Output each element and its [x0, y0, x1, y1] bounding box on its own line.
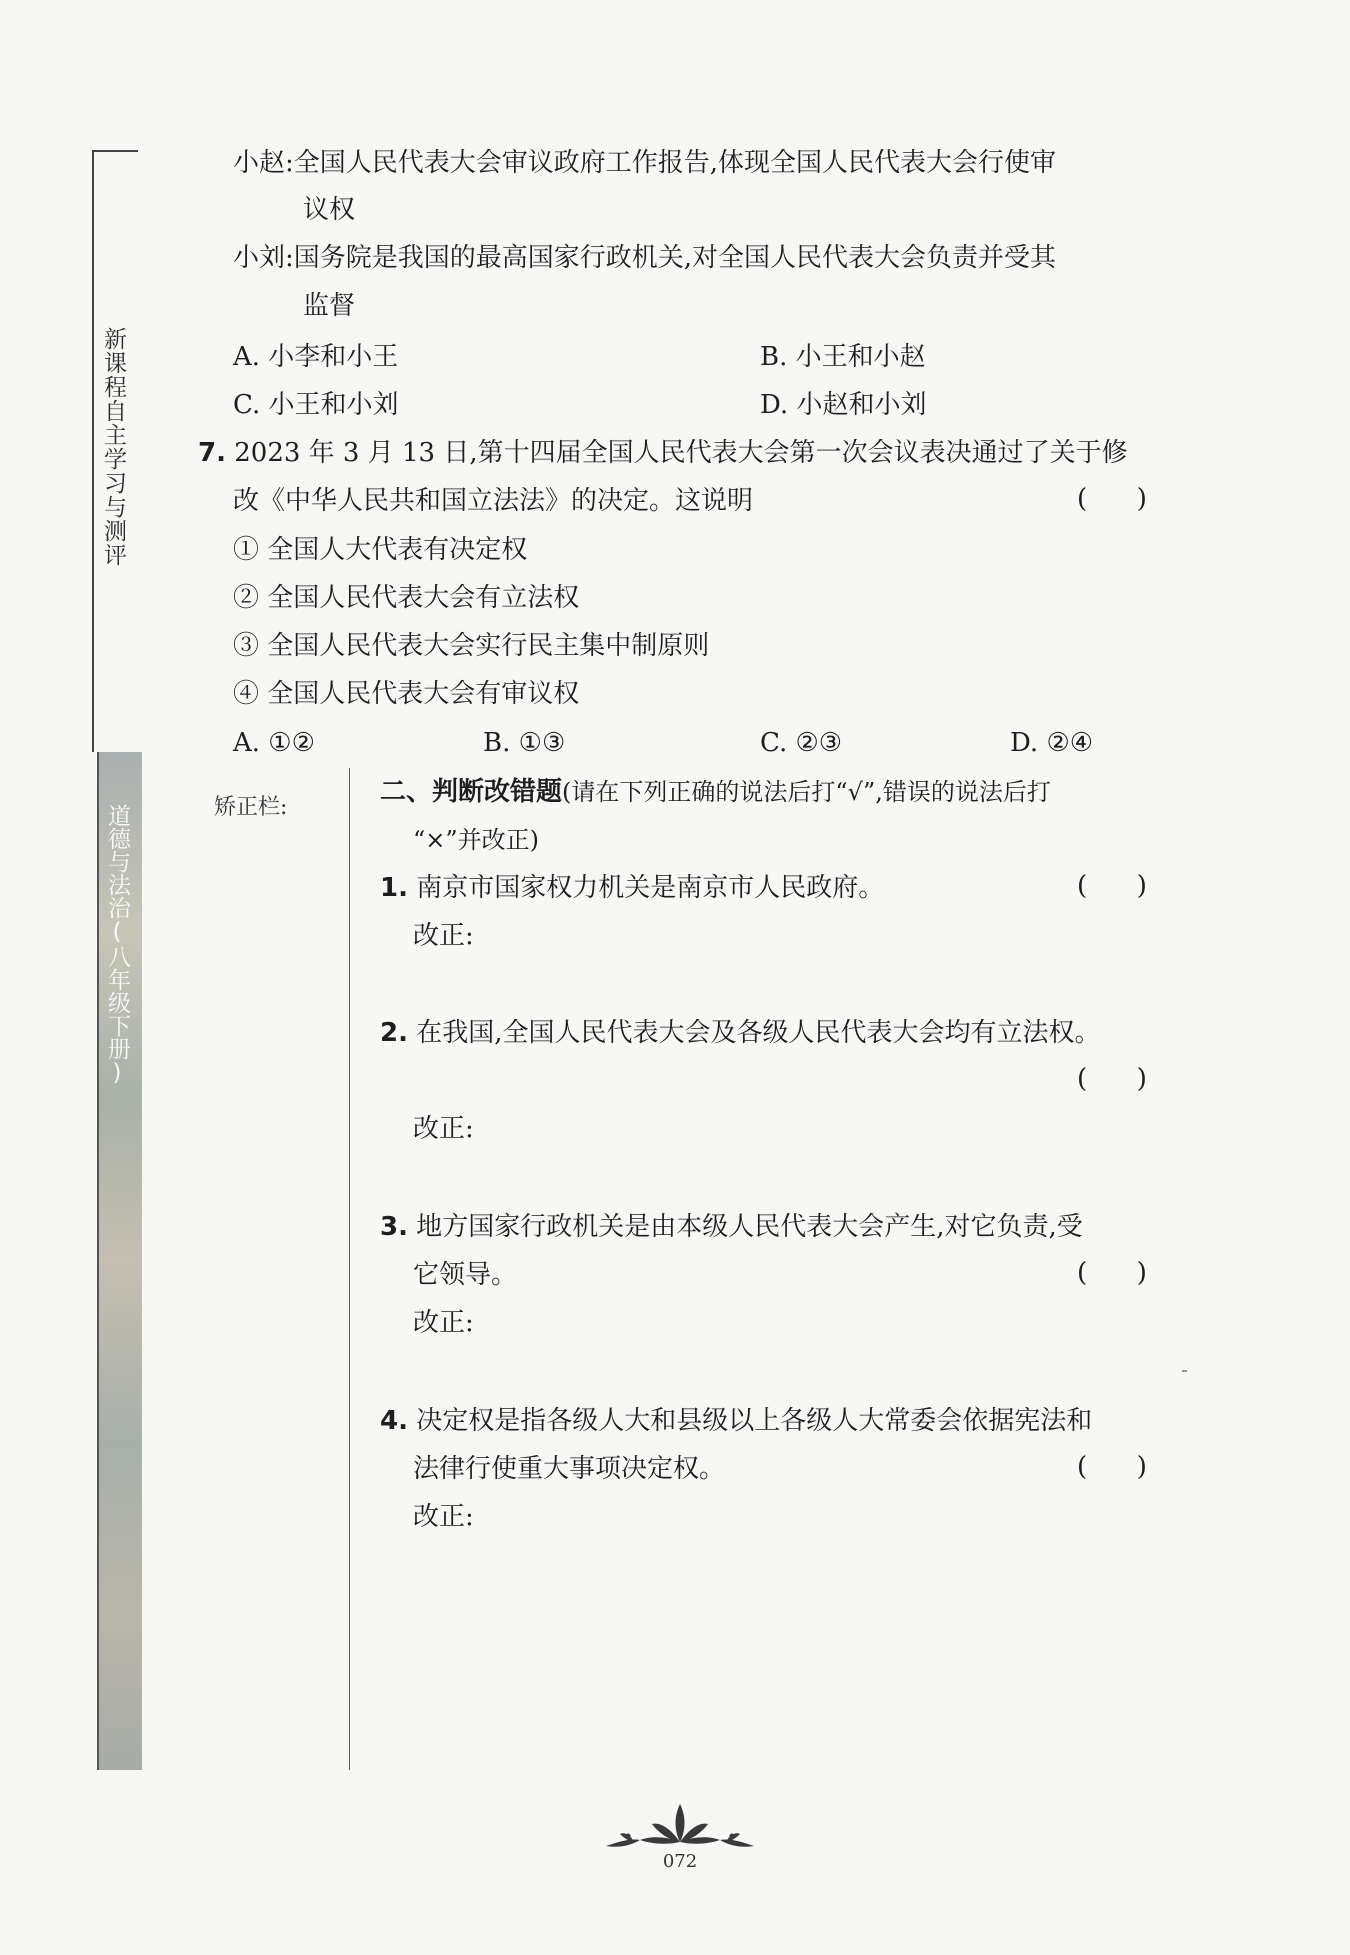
statement-xiaoliu-line2: 监督: [303, 291, 356, 321]
statement-xiaoliu-line1: 小刘:国务院是我国的最高国家行政机关,对全国人民代表大会负责并受其: [233, 243, 1057, 273]
item-number: 3.: [380, 1212, 408, 1242]
item-number: 4.: [380, 1406, 408, 1436]
statement-1: ① 全国人大代表有决定权: [233, 535, 528, 565]
correction-column-label: 矫正栏:: [214, 795, 288, 820]
series-title: 新课程自主学习与测评: [100, 327, 126, 567]
section-instruction-line2: “×”并改正): [413, 826, 540, 854]
item-2-correction-label: 改正:: [413, 1114, 474, 1144]
page-number: 072: [662, 1851, 698, 1872]
judgment-item-2: [380, 1016, 1101, 1050]
leaf-ornament-icon: [600, 1800, 760, 1850]
item-number: 1.: [380, 873, 408, 903]
subject-title: 道德与法治(八年级下册): [104, 804, 130, 1086]
item-text: 在我国,全国人民代表大会及各级人民代表大会均有立法权。: [416, 1018, 1101, 1048]
sidebar-series-tab: [92, 150, 138, 752]
statement-3: ③ 全国人民代表大会实行民主集中制原则: [233, 631, 710, 661]
item-4-correction-label: 改正:: [413, 1502, 474, 1532]
item-text: 南京市国家权力机关是南京市人民政府。: [416, 873, 885, 903]
sidebar-subject-tab: [97, 752, 142, 1770]
q7-option-b[interactable]: B. ①③: [483, 728, 566, 758]
option-a[interactable]: A. 小李和小王: [233, 342, 399, 372]
item-text: 地方国家行政机关是由本级人民代表大会产生,对它负责,受: [416, 1212, 1083, 1242]
statement-4: ④ 全国人民代表大会有审议权: [233, 679, 580, 709]
question-7-text: 2023 年 3 月 13 日,第十四届全国人民代表大会第一次会议表决通过了关于修: [234, 438, 1128, 468]
item-1-answer-blank[interactable]: ( ): [1077, 871, 1147, 901]
item-text: 决定权是指各级人大和县级以上各级人大常委会依据宪法和: [416, 1406, 1093, 1436]
q7-option-a[interactable]: A. ①②: [233, 728, 315, 758]
section-title: 二、判断改错题: [380, 777, 563, 807]
option-d[interactable]: D. 小赵和小刘: [760, 390, 927, 420]
item-2-answer-blank[interactable]: ( ): [1077, 1064, 1147, 1094]
option-b[interactable]: B. 小王和小赵: [760, 342, 926, 372]
scan-speck: [1182, 1370, 1187, 1372]
correction-column-divider: [349, 768, 350, 1770]
item-1-correction-label: 改正:: [413, 921, 474, 951]
judgment-item-3: [380, 1210, 1083, 1244]
question-number: 7.: [198, 438, 226, 468]
judgment-item-1: [380, 871, 884, 905]
item-4-answer-blank[interactable]: ( ): [1077, 1452, 1147, 1482]
item-number: 2.: [380, 1018, 408, 1048]
answer-blank[interactable]: ( ): [1077, 484, 1147, 514]
item-3-answer-blank[interactable]: ( ): [1077, 1258, 1147, 1288]
statement-xiaozhao-line1: 小赵:全国人民代表大会审议政府工作报告,体现全国人民代表大会行使审: [233, 148, 1057, 178]
q7-option-c[interactable]: C. ②③: [760, 728, 843, 758]
item-3-text-line2: 它领导。: [413, 1260, 518, 1290]
statement-xiaozhao-line2: 议权: [303, 195, 356, 225]
option-c[interactable]: C. 小王和小刘: [233, 390, 399, 420]
item-4-text-line2: 法律行使重大事项决定权。: [413, 1454, 726, 1484]
q7-option-d[interactable]: D. ②④: [1010, 728, 1094, 758]
section-2-heading: [380, 775, 1051, 809]
section-instruction: (请在下列正确的说法后打“√”,错误的说法后打: [562, 778, 1051, 806]
question-7-stem-line1: [198, 436, 1128, 470]
statement-2: ② 全国人民代表大会有立法权: [233, 583, 580, 613]
item-3-correction-label: 改正:: [413, 1308, 474, 1338]
judgment-item-4: [380, 1404, 1092, 1438]
question-7-stem-line2: 改《中华人民共和国立法法》的决定。这说明: [233, 486, 754, 516]
